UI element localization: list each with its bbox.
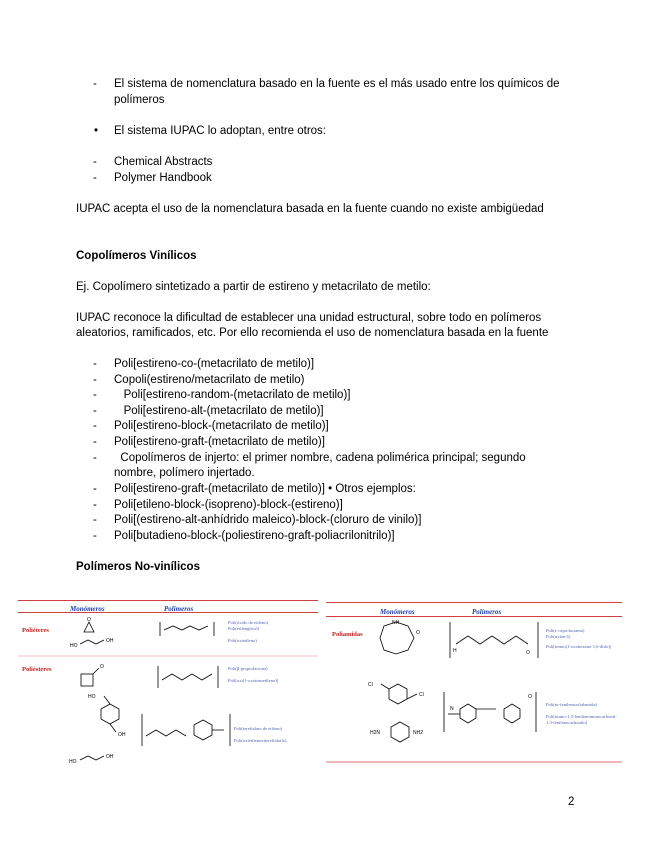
polymer-name: Poli(tereftalato de etileno)	[234, 726, 283, 731]
bullet-marker: •	[94, 125, 99, 137]
atom-nh: NH	[392, 620, 400, 626]
paragraph-line: IUPAC reconoce la dificultad de establecer una unidad estructural, sobre todo en polímeros	[76, 312, 542, 324]
repeat-brackets	[450, 622, 538, 658]
bullet-text-continued: polímeros	[114, 94, 165, 106]
atom-o: O	[87, 617, 91, 623]
section-heading-vinyl-copolymers: Copolímeros Vinílicos	[76, 250, 197, 262]
atom-oh: OH	[118, 732, 126, 738]
atom-nh2: NH2	[413, 730, 424, 736]
list-item: Poli[butadieno-block-(poliestireno-graft-poliacrilonitrilo)]	[114, 530, 395, 542]
atom-ho: HO	[69, 759, 77, 765]
polyether-chain	[164, 626, 208, 630]
figure-polyamides	[326, 600, 622, 768]
caprolactam-ring	[380, 622, 414, 654]
list-marker: -	[93, 436, 97, 448]
polymer-name: Poli(nylon 6)	[546, 634, 571, 639]
atom-o: O	[416, 630, 420, 636]
list-marker: -	[93, 358, 97, 370]
polymer-name: Poli(β-propiolactona)	[228, 666, 268, 671]
polymer-name: Poli(etilenglicol)	[228, 626, 260, 631]
atom-cl: Cl	[368, 682, 373, 688]
list-item: Polymer Handbook	[114, 172, 212, 184]
polymer-name: Poli(oxietilenoxitereftaloilo)	[234, 738, 287, 743]
benzene-ring	[194, 720, 212, 740]
carboxyl-bond	[104, 696, 110, 704]
atom-o: O	[528, 694, 532, 700]
page-number: 2	[568, 796, 575, 808]
ethylene-glycol-bonds	[80, 756, 104, 760]
atom-ho: HO	[88, 694, 96, 700]
acyl-bond	[407, 694, 417, 699]
list-marker: -	[93, 514, 97, 526]
list-item-continued: nombre, polímero injertado.	[114, 467, 255, 479]
list-item: Poli[estireno-graft-(metacrilato de metilo)] • Otros ejemplos:	[114, 483, 416, 495]
atom-ho: HO	[70, 643, 78, 649]
polymer-name: Poli(m-fenilenisoftalamida)	[546, 702, 598, 707]
list-item: Chemical Abstracts	[114, 156, 213, 168]
list-item: Poli[etileno-block-(isopreno)-block-(estireno)]	[114, 499, 343, 511]
list-marker: -	[93, 374, 97, 386]
figure-polyethers-polyesters	[18, 596, 318, 774]
polymer-name: Poli[imino-1,3-fenilenoiminocarbonil-1,3-fenilenocarbonilo]	[546, 714, 617, 725]
polymer-name: Poli(oxietileno)	[228, 638, 257, 643]
list-item: Poli[estireno-random-(metacrilato de metilo)]	[114, 389, 351, 401]
bullet-text: El sistema de nomenclatura basado en la fuente es el más usado entre los químicos de	[114, 78, 560, 90]
atom-o: O	[526, 650, 530, 656]
benzene-ring	[389, 684, 407, 704]
figure-left-structures	[18, 596, 318, 774]
bullet-marker: -	[93, 78, 97, 90]
list-marker: -	[93, 156, 97, 168]
row-label-polyethers: Poliéteres	[22, 627, 49, 634]
column-header-polymers: Polímeros	[164, 605, 194, 613]
repeat-brackets	[444, 692, 536, 732]
list-marker: -	[93, 499, 97, 511]
iupac-note: IUPAC acepta el uso de la nomenclatura basada en la fuente cuando no existe ambigüedad	[76, 203, 544, 215]
list-item: Poli[estireno-block-(metacrilato de metilo)]	[114, 420, 329, 432]
list-marker: -	[93, 530, 97, 542]
repeat-brackets	[160, 622, 214, 636]
column-header-polymers: Polímeros	[472, 608, 502, 616]
paragraph-line: aleatorios, ramificados, etc. Por ello recomienda el uso de nomenclatura basada en la fuente	[76, 327, 549, 339]
polymer-name: Poli(ε-caprolactama)	[546, 628, 585, 633]
atom-h: H	[453, 648, 457, 654]
lactone-ring	[81, 674, 93, 686]
list-marker: -	[93, 389, 97, 401]
atom-o: O	[100, 664, 104, 670]
ethylene-glycol-bonds	[80, 640, 104, 644]
list-item: Copoli(estireno/metacrilato de metilo)	[114, 374, 305, 386]
list-marker: -	[93, 172, 97, 184]
acyl-bond	[381, 684, 389, 689]
list-marker: -	[93, 483, 97, 495]
atom-cl: Cl	[419, 692, 424, 698]
benzene-ring	[504, 704, 520, 723]
polymer-name: Poli(óxido de etileno)	[228, 620, 269, 625]
list-marker: -	[93, 405, 97, 417]
section-heading-non-vinyl-polymers: Polímeros No-vinílicos	[76, 561, 200, 573]
list-item: Poli[estireno-alt-(metacrilato de metilo)]	[114, 405, 324, 417]
benzene-ring	[391, 722, 409, 742]
pet-chain	[146, 730, 186, 736]
list-item: Poli[estireno-co-(metacrilato de metilo)]	[114, 358, 315, 370]
column-header-monomers: Monómeros	[380, 608, 415, 616]
polymer-name: Poli[imino(1-oxohexano-1,6-diilo)]	[546, 644, 612, 649]
carbonyl-bond	[93, 668, 99, 674]
list-item: Poli[estireno-graft-(metacrilato de metilo)]	[114, 436, 325, 448]
atom-h2n: H2N	[370, 730, 381, 736]
list-item: Poli[(estireno-alt-anhídrido maleico)-block-(cloruro de vinilo)]	[114, 514, 422, 526]
benzene-ring	[101, 704, 119, 724]
bullet-text: El sistema IUPAC lo adoptan, entre otros:	[114, 125, 326, 137]
nylon-chain	[456, 636, 528, 644]
list-marker: -	[93, 420, 97, 432]
carboxyl-bond	[110, 724, 116, 732]
column-header-monomers: Monómeros	[70, 605, 105, 613]
list-item: Copolímeros de injerto: el primer nombre, cadena polimérica principal; segundo	[114, 452, 526, 464]
benzene-ring	[460, 704, 476, 723]
polymer-name: Poli[oxi(1-oxotrimetileno)]	[228, 678, 279, 683]
example-text: Ej. Copolímero sintetizado a partir de estireno y metacrilato de metilo:	[76, 281, 431, 293]
row-label-polyamides: Poliamidas	[332, 631, 363, 638]
atom-n: N	[450, 706, 454, 712]
list-marker: -	[93, 452, 97, 464]
atom-oh: OH	[106, 754, 114, 760]
epoxide-ring	[84, 622, 94, 632]
figure-right-structures	[326, 600, 622, 768]
atom-oh: OH	[106, 638, 114, 644]
row-label-polyesters: Poliésteres	[22, 666, 52, 673]
polyester-chain	[162, 674, 212, 680]
